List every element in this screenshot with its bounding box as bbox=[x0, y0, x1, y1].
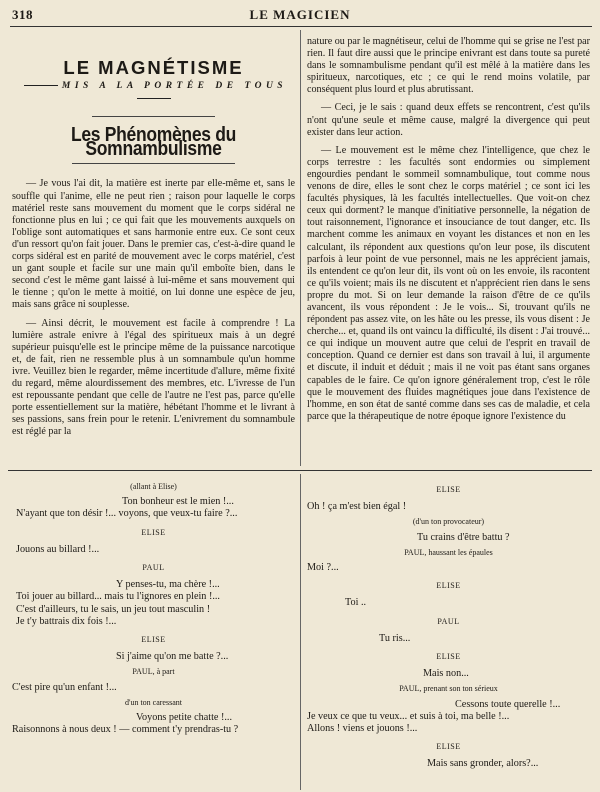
stage-direction: PAUL, à part bbox=[132, 667, 175, 677]
dialogue-line: C'est pire qu'un enfant !... bbox=[12, 681, 117, 693]
dialogue-line: Mais non... bbox=[423, 668, 469, 680]
dialogue-line: Jouons au billard !... bbox=[16, 543, 100, 555]
dialogue-line: Moi ?... bbox=[307, 562, 339, 574]
dialogue-line: Oh ! ça m'est bien égal ! bbox=[307, 501, 407, 513]
journal-title: LE MAGICIEN bbox=[249, 7, 351, 22]
dialogue-line: Je veux ce que tu veux... et suis à toi, ma belle !... bbox=[307, 710, 510, 722]
speaker-name: ELISE bbox=[436, 485, 461, 494]
dialogue-line: Mais sans gronder, alors?... bbox=[427, 758, 539, 770]
dialogue-line: Toi .. bbox=[345, 597, 367, 609]
article-left-column bbox=[12, 36, 295, 464]
dialogue-line: C'est d'ailleurs, tu le sais, un jeu tout masculin ! bbox=[16, 603, 211, 615]
stage-direction: d'un ton caressant bbox=[125, 697, 182, 707]
stage-direction: (allant à Elise) bbox=[130, 482, 177, 491]
speaker-name: ELISE bbox=[141, 635, 166, 645]
dialogue-line: N'ayant que ton désir !... voyons, que veux-tu faire ?... bbox=[16, 508, 238, 520]
paragraph: — Le mouvement est le même chez l'intelligence, que chez le corps terrestre : les facultés sont endormies ou simplement engourdies pendant le sommeil somnambulique, tout comme nous venons de dire, elles le sont chez le corps matériel ; ce sont ici les facultés physiques, là les facultés intellectuelles. Que voit-on chez ceux qui dorment? le manque d'initiative personnelle, la négation de tout raisonnement, l'ignorance et insouciance de tout danger, etc. Ils marchent comme les animaux en voyant les distances et non en les calculant, ils répondent aux questions qu'on leur pose, ils discutent parfois à leur point de vue personnel, mais ne les apprécient jamais, ils entendent ce qu'on leur dit, ils vont où on les envoie, ils racontent ce qu'ils voient; mais ils ne discutent et n'apprécient rien dans le sens propre du mot. Si on leur demande la raison d'être de ce qu'ils avancent, ils vous répondent : Je le vois... Si, trouvant qu'ils ne répondent pas assez vite, on les hâte ou les presse, ils vous disent : Je cherche... et, quand ils ont vaincu la difficulté, ils disent : J'ai trouvé... ce qui indique un mouvent autre que celui de l'esprit en travail de conception. Quand ce dernier est dans son travail à lui, il argumente et discute, il induit et déduit ; mais il ne voit pas étant sans organes capables de le faire. Ce qu'on ignore généralement trop, c'est le rôle que le mouvement des fluides magnétiques joue dans l'existence de l'homme, en son état de santé comme dans ses cas de maladie, et cela parce que la thérapeutique de notre époque ignore l'existence du bbox=[307, 144, 590, 422]
stage-direction: (d'un ton provocateur) bbox=[412, 517, 485, 527]
section-rule bbox=[8, 470, 592, 471]
dialogue-line: Toi jouer au billard... mais tu l'ignores en plein !... bbox=[16, 591, 220, 603]
dialogue-line: Cessons toute querelle !... bbox=[455, 698, 561, 710]
header-rule bbox=[10, 26, 592, 27]
dialogue-line: Tu ris... bbox=[379, 632, 411, 644]
speaker-name: ELISE bbox=[436, 581, 461, 591]
speaker-name: ELISE bbox=[436, 652, 461, 662]
article-right-column bbox=[307, 36, 590, 464]
dialogue-line: Y penses-tu, ma chère !... bbox=[116, 579, 220, 591]
dialogue-line: Raisonnons à nous deux ! — comment t'y prendras-tu ? bbox=[12, 724, 239, 736]
paragraph: — Ceci, je le sais : quand deux effets se rencontrent, c'est qu'ils n'ont qu'une seule et même cause, malgré la divergence qui peut exister dans leur action. bbox=[307, 102, 590, 138]
paragraph: — Ainsi décrit, le mouvement est facile à comprendre ! La lumière astrale enivre à l'égal des spiritueux mais à un degré supérieur puisqu'elle est le principe même de la puissance narcotique et, de fait, rien ne ressemble plus à un somnambule qu'un homme ivre. Veuillez bien le regarder, même incertitude d'allure, même fixité du regard, même alourdissement des membres, etc. L'ivresse de l'un est repoussante pendant que celle de l'autre ne l'est pas, parce qu'elle porte essentiellement sur la matière, hébétant l'homme et le livrant à ses passions, sans frein pour le retenir. L'enivrement du somnambule est réglé par la bbox=[12, 317, 295, 438]
paragraph: — Je vous l'ai dit, la matière est inerte par elle-même et, sans le souffle qui l'anime, elle ne peut rien ; raison pour laquelle le corps matériel reste sans mouvement du moment que le corps sidéral ne fonctionne plus en lui ; ce qui fait que les mouvements auxquels on l'oblige sont automatiques et sans harmonie entre eux. Ce sont ceux d'un ressort qu'on fait jouer. Dans le premier cas, c'est-à-dire quand le corps sidéral est en parité de mouvement avec le corps matériel, c'est un gant souple et facile sur une main qu'il emboîte bien, dans le second c'est le même gant laissé à lui-même et sans mouvement qui le tienne ; qu'on le mette à moitié, on lui donne une espèce de jeu, mais sans grâce ni souplesse. bbox=[12, 178, 295, 311]
play-right-column bbox=[307, 478, 590, 771]
speaker-name: ELISE bbox=[436, 742, 461, 752]
speaker-name: ELISE bbox=[141, 527, 166, 537]
page-number: 318 bbox=[12, 7, 33, 22]
dialogue-line: Allons ! viens et jouons !... bbox=[307, 723, 418, 735]
dialogue-line: Je t'y battrais dix fois !... bbox=[16, 615, 117, 627]
play-left-column bbox=[12, 478, 295, 736]
play-column-divider bbox=[300, 474, 301, 790]
speaker-name: PAUL bbox=[142, 563, 165, 573]
article-heading: Les Phénomènes du Somnambulisme bbox=[70, 122, 237, 160]
article-subtitle: MIS A LA PORTÉE DE TOUS bbox=[12, 80, 295, 104]
dialogue-line: Si j'aime qu'on me batte ?... bbox=[116, 651, 229, 663]
dialogue-line: Ton bonheur est le mien !... bbox=[122, 496, 234, 508]
stage-direction: PAUL, haussant les épaules bbox=[404, 547, 493, 557]
speaker-name: PAUL bbox=[437, 616, 460, 626]
dialogue-line: Voyons petite chatte !... bbox=[136, 712, 233, 724]
column-divider bbox=[300, 30, 301, 466]
page-header bbox=[8, 5, 592, 25]
title-rule bbox=[92, 116, 215, 117]
dialogue-line: Tu crains d'être battu ? bbox=[417, 531, 510, 543]
paragraph: nature ou par le magnétiseur, celui de l'homme qui se grise ne l'est par rien. Il faut dire aussi que le principe enivrant est dans toute sa pureté dans le somnambulisme pendant qu'il est mêlé à la matière dans les spiritueux, narcotiques, etc ; ce qui le rend moins volatile, par conséquent plus lourd et plus abrutissant. bbox=[307, 36, 590, 96]
heading-rule bbox=[72, 163, 235, 164]
article-title: LE MAGNÉTISME bbox=[63, 57, 244, 78]
stage-direction: PAUL, prenant son ton sérieux bbox=[399, 684, 498, 694]
